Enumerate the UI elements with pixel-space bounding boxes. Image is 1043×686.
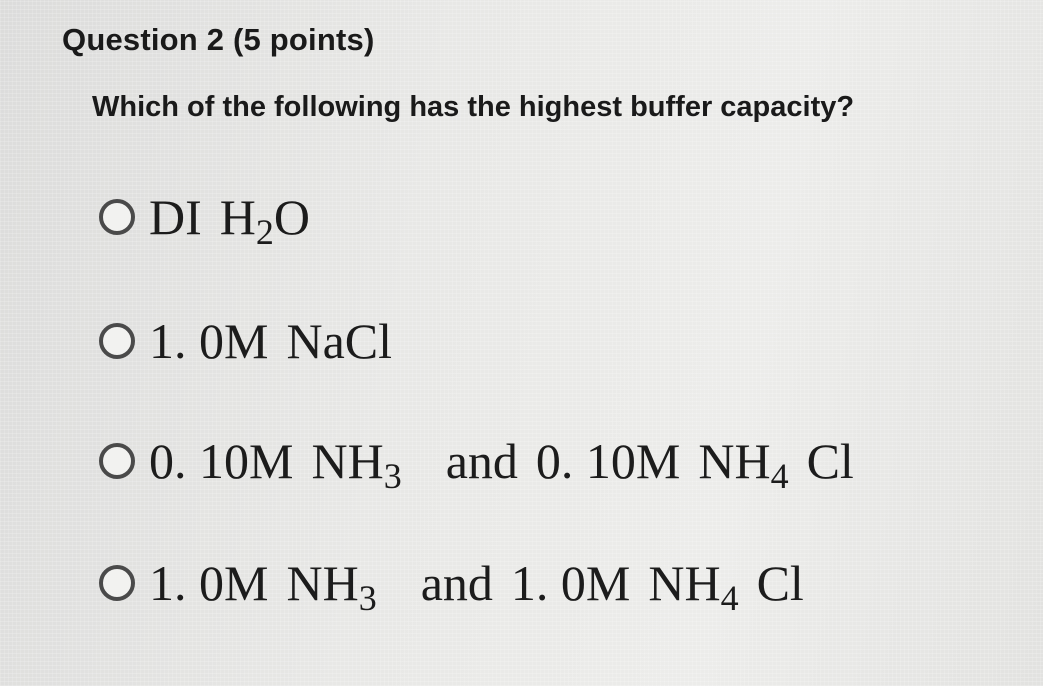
answer-option-di-water[interactable] [97, 189, 310, 252]
label-part: 1. 0M [149, 555, 269, 611]
question-text: Which of the following has the highest buffer capacity? [92, 91, 855, 123]
answer-option-nacl[interactable] [97, 313, 393, 369]
label-part: H [219, 189, 256, 245]
label-part: NH [286, 555, 359, 611]
label-subscript: 3 [383, 456, 402, 496]
label-part: NaCl [286, 313, 393, 369]
question-header: Question 2 (5 points) [62, 22, 375, 57]
label-part: and [445, 433, 518, 489]
label-subscript: 4 [720, 578, 739, 618]
answer-option-label [149, 555, 804, 618]
label-part: O [273, 189, 310, 245]
label-subscript: 3 [358, 578, 377, 618]
radio-button-icon[interactable] [97, 563, 137, 603]
label-part: NH [311, 433, 384, 489]
radio-button-icon[interactable] [97, 441, 137, 481]
answer-option-label [149, 313, 393, 369]
label-part: DI [149, 189, 202, 245]
radio-button-icon[interactable] [97, 321, 137, 361]
answer-option-dilute-buffer[interactable] [97, 433, 854, 496]
label-part: Cl [806, 433, 854, 489]
label-part: 0. 10M [535, 433, 681, 489]
label-subscript: 4 [770, 456, 789, 496]
label-part: 1. 0M [149, 313, 269, 369]
radio-button-icon[interactable] [97, 197, 137, 237]
label-part: NH [648, 555, 721, 611]
answer-options [97, 0, 1037, 686]
label-part: and [420, 555, 493, 611]
answer-option-label [149, 433, 854, 496]
label-part: 1. 0M [510, 555, 631, 611]
label-part: 0. 10M [149, 433, 294, 489]
label-subscript: 2 [255, 212, 274, 252]
answer-option-concentrated-buffer[interactable] [97, 555, 804, 618]
label-part: NH [698, 433, 771, 489]
answer-option-label [149, 189, 310, 252]
label-part: Cl [756, 555, 804, 611]
